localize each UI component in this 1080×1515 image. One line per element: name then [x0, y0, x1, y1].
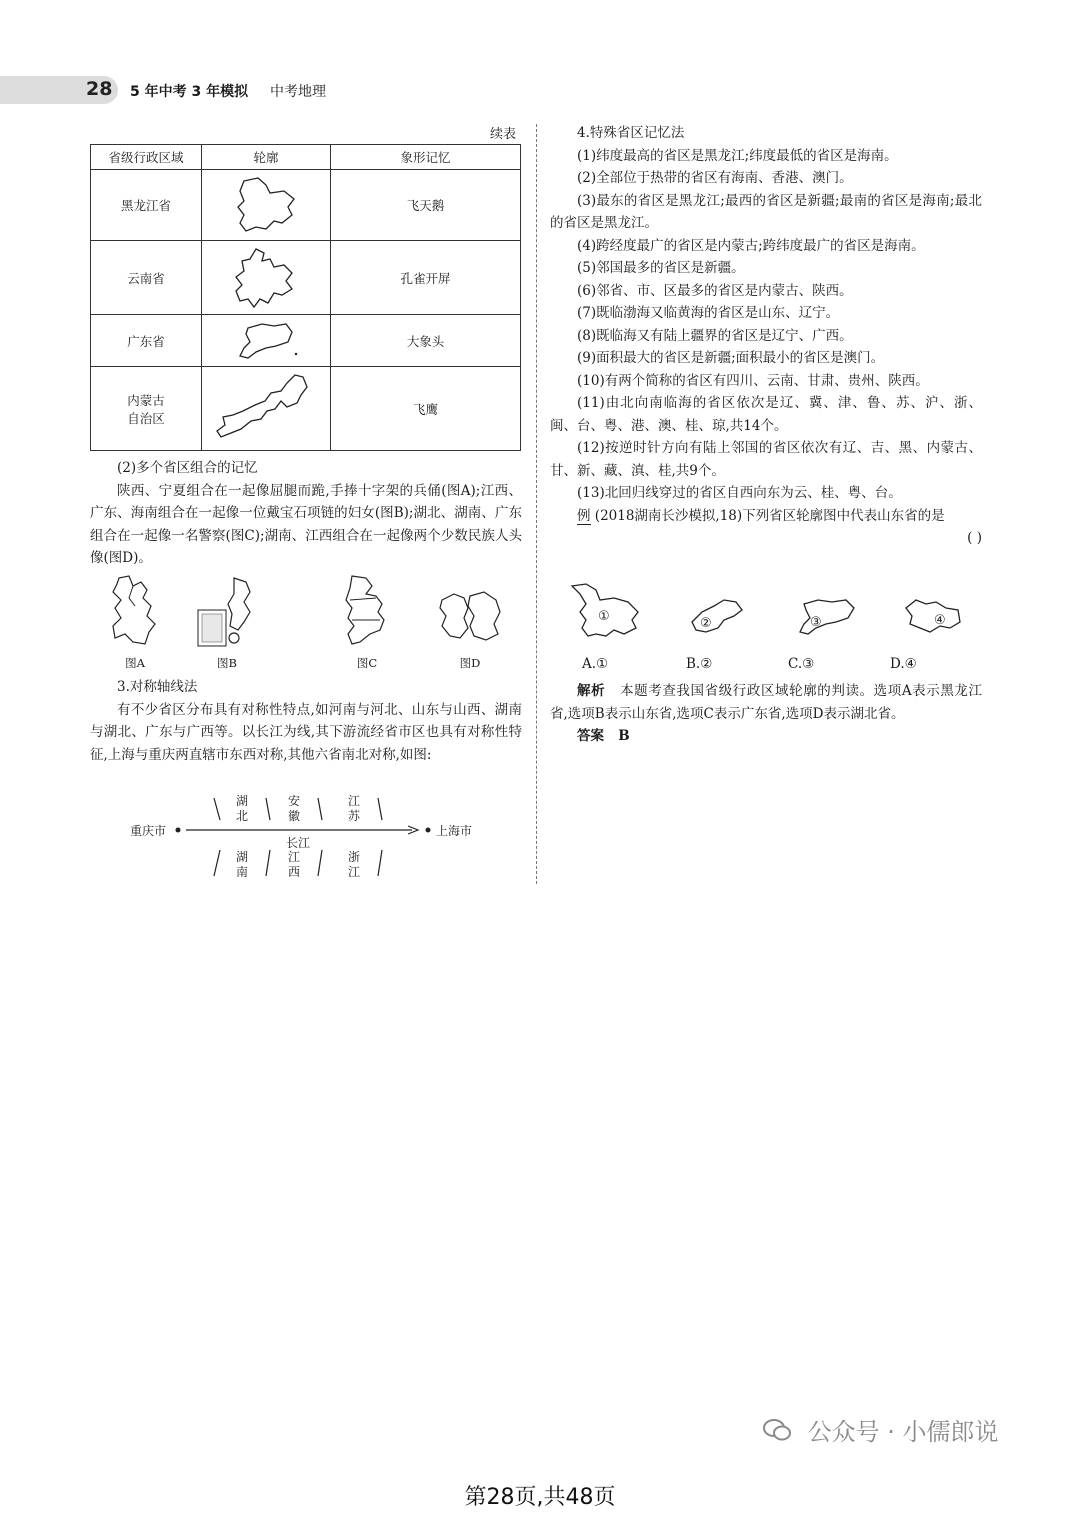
choice-d: D.④ [890, 656, 917, 672]
option-1-outline [566, 580, 662, 640]
figure-d-outline [434, 586, 506, 650]
choice-a: A.① [582, 656, 609, 672]
memory-text: 飞鹰 [331, 367, 521, 451]
option-3-mark: ③ [810, 615, 822, 630]
section-4 [550, 122, 982, 550]
option-2 [684, 596, 748, 640]
choice-b: B.② [686, 656, 713, 672]
yangtze-diagram [128, 792, 488, 882]
province-name: 云南省 [91, 241, 202, 315]
memory-text: 飞天鹅 [331, 170, 521, 241]
figure-b [192, 574, 262, 671]
list-item: (7)既临渤海又临黄海的省区是山东、辽宁。 [577, 305, 840, 321]
option-4 [900, 594, 964, 642]
char: 浙 [348, 850, 361, 864]
north-province [236, 794, 248, 824]
answer-label: 答案 [577, 728, 604, 744]
south-province [288, 850, 300, 880]
char: 西 [288, 865, 301, 879]
figure-c [332, 572, 402, 671]
outline-cell [202, 170, 331, 241]
char: 安 [288, 794, 301, 808]
memory-text: 孔雀开屏 [331, 241, 521, 315]
char: 湖 [236, 794, 249, 808]
subject-title: 中考地理 [270, 84, 326, 100]
table-row [91, 170, 521, 241]
section-3-title: 3.对称轴线法 [117, 679, 198, 695]
inner-mongolia-outline [211, 371, 321, 447]
char: 江 [288, 850, 301, 864]
option-3-outline [790, 594, 862, 638]
table-header: 轮廓 [202, 145, 331, 170]
continued-label: 续表 [490, 127, 517, 142]
combo-figures [100, 572, 520, 672]
section-2-text: 陕西、宁夏组合在一起像屈腿而跪,手捧十字架的兵俑(图A);江西、广东、海南组合在一起像一位戴宝石项链的妇女(图B);湖北、湖南、广东组合在一起像一名警察(图C);湖南、江西组合在一起像两个少数民族人头像(图D)。 [90, 482, 522, 566]
figure-c-outline [336, 572, 398, 650]
page-number: 28 [86, 78, 113, 100]
south-province [236, 850, 248, 880]
figure-label: 图C [356, 656, 378, 670]
char: 北 [236, 809, 249, 823]
page-footer: 第28页,共48页 [464, 1485, 616, 1510]
answer-value: B [618, 728, 630, 744]
list-item: (11)由北向南临海的省区依次是辽、冀、津、鲁、苏、沪、浙、闽、台、粤、港、澳、桂、琼,共14个。 [550, 395, 982, 434]
north-province [288, 794, 300, 824]
outline-cell [202, 241, 331, 315]
figure-d [430, 586, 510, 671]
option-outlines [560, 590, 980, 680]
guangdong-outline [226, 318, 306, 364]
section-2 [90, 457, 522, 570]
figure-label: 图D [459, 656, 481, 670]
list-item: (3)最东的省区是黑龙江;最西的省区是新疆;最南的省区是海南;最北的省区是黑龙江。 [550, 192, 982, 231]
char: 徽 [288, 809, 301, 823]
column-divider [536, 124, 537, 884]
analysis-paragraph [550, 680, 982, 725]
watermark-text: 公众号 · 小儒郎说 [807, 1418, 999, 1446]
option-3 [790, 594, 862, 642]
list-item: (13)北回归线穿过的省区自西向东为云、桂、粤、台。 [577, 485, 902, 501]
north-province [348, 794, 360, 824]
figure-label: 图A [125, 656, 145, 670]
figure-label: 图B [217, 656, 237, 670]
list-item: (10)有两个简称的省区有四川、云南、甘肃、贵州、陕西。 [577, 372, 929, 389]
wechat-icon [762, 1418, 792, 1448]
list-item: (4)跨经度最广的省区是内蒙古;跨纬度最广的省区是海南。 [577, 237, 925, 254]
south-province [348, 850, 360, 880]
char: 南 [236, 865, 249, 879]
list-item: (5)邻国最多的省区是新疆。 [577, 260, 745, 276]
chongqing-label: 重庆市 [130, 824, 167, 838]
option-4-mark: ④ [934, 613, 946, 628]
analysis-block [550, 680, 982, 748]
char: 江 [348, 794, 361, 808]
province-table [90, 144, 521, 451]
table-header: 象形记忆 [331, 145, 521, 170]
section-2-title: (2)多个省区组合的记忆 [117, 460, 258, 476]
option-4-outline [900, 594, 964, 638]
example-text: (2018湖南长沙模拟,18)下列省区轮廓图中代表山东省的是 [594, 507, 945, 524]
yangtze-label: 长江 [286, 836, 311, 850]
char: 江 [348, 865, 361, 879]
figure-a [100, 572, 170, 671]
option-2-outline [684, 596, 748, 636]
table-row [91, 241, 521, 315]
province-name: 广东省 [91, 315, 202, 367]
option-1-mark: ① [598, 609, 610, 624]
section-4-title: 4.特殊省区记忆法 [577, 125, 685, 141]
char: 湖 [236, 850, 249, 864]
table-header: 省级行政区域 [91, 145, 202, 170]
province-name-line: 自治区 [127, 410, 165, 426]
yunnan-outline [226, 245, 306, 311]
answer-paren: ( ) [967, 530, 982, 546]
analysis-text: 本题考查我国省级行政区域轮廓的判读。选项A表示黑龙江省,选项B表示山东省,选项C表示广东省,选项D表示湖北省。 [550, 683, 983, 722]
province-name [91, 367, 202, 451]
memory-text: 大象头 [331, 315, 521, 367]
example-question [550, 505, 982, 546]
section-3 [90, 676, 522, 766]
province-name: 黑龙江省 [91, 170, 202, 241]
list-item: (2)全部位于热带的省区有海南、香港、澳门。 [577, 170, 853, 186]
outline-cell [202, 367, 331, 451]
watermark [762, 1412, 999, 1448]
answer-paragraph [550, 725, 982, 748]
table-row [91, 315, 521, 367]
list-item: (6)邻省、市、区最多的省区是内蒙古、陕西。 [577, 282, 853, 299]
option-1 [566, 580, 662, 644]
province-name-line: 内蒙古 [127, 392, 165, 408]
book-title: 5 年中考 3 年模拟 [130, 84, 249, 100]
figure-a-outline [105, 572, 165, 650]
shanghai-label: 上海市 [436, 824, 473, 838]
figure-b-outline [194, 574, 260, 650]
analysis-label: 解析 [577, 683, 606, 699]
list-item: (1)纬度最高的省区是黑龙江;纬度最低的省区是海南。 [577, 147, 898, 164]
char: 苏 [348, 809, 361, 823]
list-item: (12)按逆时针方向有陆上邻国的省区依次有辽、吉、黑、内蒙古、甘、新、藏、滇、桂,共9个。 [550, 440, 982, 479]
choice-c: C.③ [788, 656, 815, 672]
option-2-mark: ② [700, 616, 712, 631]
section-3-text: 有不少省区分布具有对称性特点,如河南与河北、山东与山西、湖南与湖北、广东与广西等。以长江为线,其下游流经省市区也具有对称性特征,上海与重庆两直辖市东西对称,其他六省南北对称,如图: [90, 701, 522, 763]
list-item: (9)面积最大的省区是新疆;面积最小的省区是澳门。 [577, 350, 885, 366]
example-label: 例 [577, 507, 591, 524]
outline-cell [202, 315, 331, 367]
list-item: (8)既临海又有陆上疆界的省区是辽宁、广西。 [577, 327, 853, 344]
table-row [91, 367, 521, 451]
heilongjiang-outline [226, 175, 306, 235]
